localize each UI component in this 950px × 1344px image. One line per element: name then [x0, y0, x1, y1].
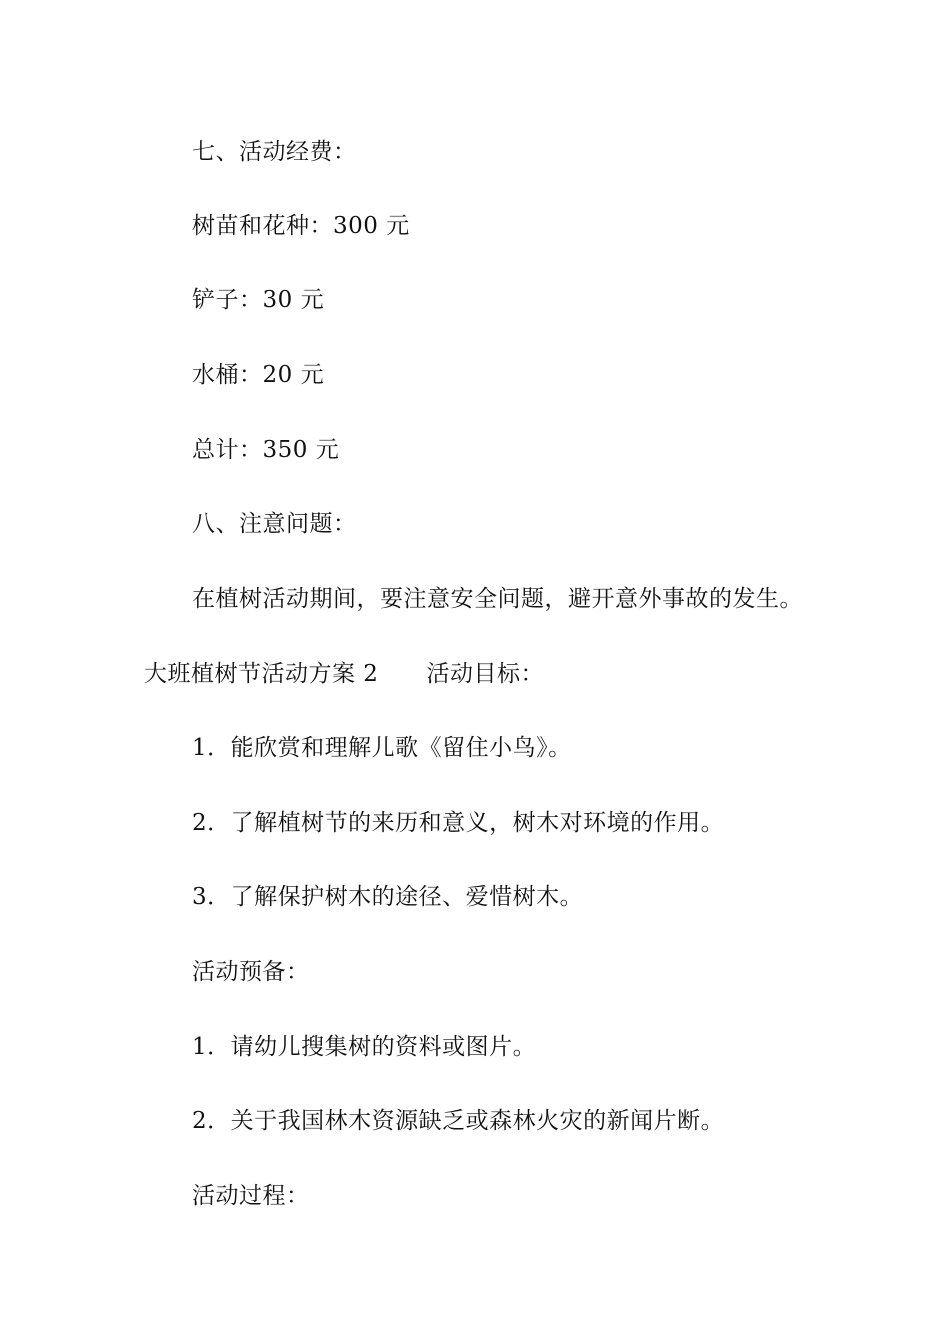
goal-item-3: 3．了解保护树木的途径、爱惜树木。 [192, 884, 584, 910]
section-heading-preparation: 活动预备： [192, 959, 310, 985]
section2-title: 大班植树节活动方案 2 [144, 661, 379, 687]
section2-goals-heading: 活动目标： [426, 661, 544, 687]
budget-item-buckets: 水桶：20 元 [192, 362, 325, 388]
goal-item-2: 2．了解植树节的来历和意义，树木对环境的作用。 [192, 810, 725, 836]
section-heading-budget: 七、活动经费： [192, 139, 357, 165]
preparation-item-1: 1．请幼儿搜集树的资料或图片。 [192, 1034, 537, 1060]
preparation-item-2: 2．关于我国林木资源缺乏或森林火灾的新闻片断。 [192, 1108, 725, 1134]
section-heading-process: 活动过程： [192, 1183, 310, 1209]
budget-total: 总计：350 元 [192, 437, 340, 463]
notes-paragraph: 在植树活动期间，要注意安全问题，避开意外事故的发生。 [192, 586, 803, 612]
budget-item-seedlings: 树苗和花种：300 元 [192, 213, 410, 239]
section2-title-line [144, 659, 544, 689]
goal-item-1: 1．能欣赏和理解儿歌《留住小鸟》。 [192, 735, 572, 761]
section-heading-notes: 八、注意问题： [192, 511, 357, 537]
budget-item-shovels: 铲子：30 元 [192, 287, 325, 313]
